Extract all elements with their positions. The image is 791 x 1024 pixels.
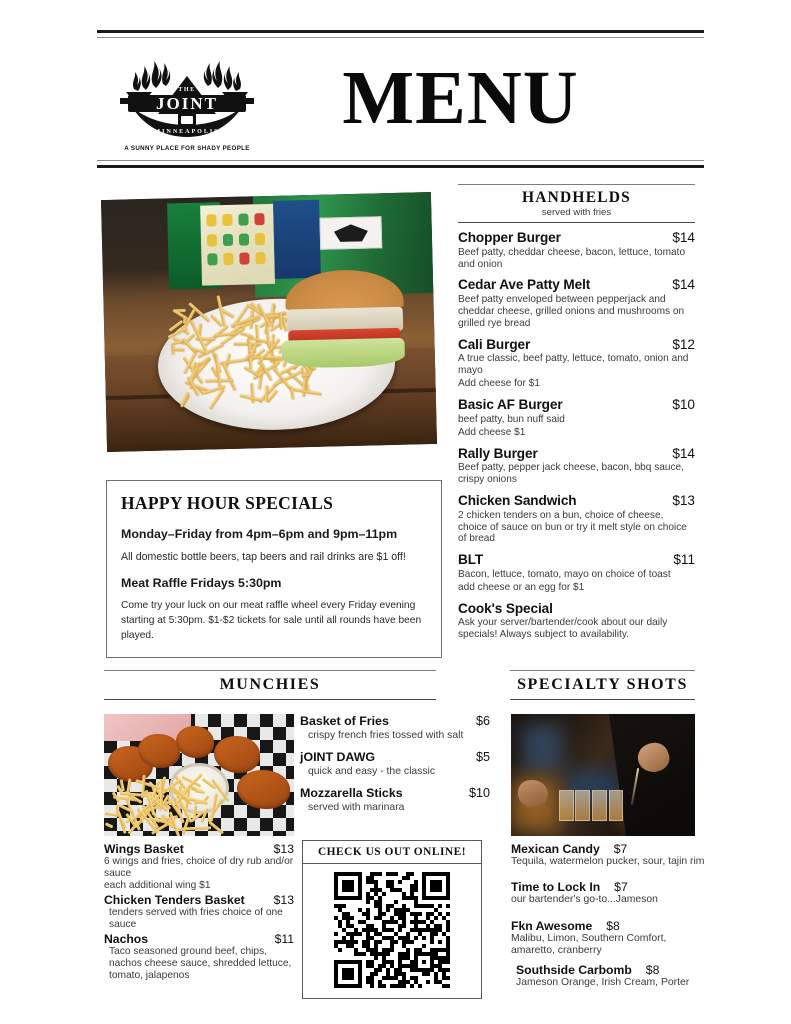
shot-glass [592, 790, 607, 822]
restaurant-logo [97, 45, 277, 152]
menu-item-row [458, 230, 695, 246]
munchies-item-name: Mozzarella Sticks [300, 786, 403, 800]
fry [208, 821, 224, 835]
menu-item-name: BLT [458, 552, 484, 568]
fry [194, 801, 203, 806]
munchies-item-row [300, 714, 490, 728]
burger-photo-burger [284, 268, 405, 377]
menu-item-row [458, 397, 695, 413]
munchies-right-list [300, 714, 490, 822]
menu-item-description: Ask your server/bartender/cook about our daily specials! Always subject to availability. [458, 617, 668, 641]
logo-tagline: A SUNNY PLACE FOR SHADY PEOPLE [124, 144, 250, 152]
menu-item-price: $10 [672, 397, 695, 413]
munchies-item-description: served with marinara [308, 802, 405, 813]
happy-hour-detail: All domestic bottle beers, tap beers and rail drinks are $1 off! [121, 550, 406, 563]
wings-photo [104, 714, 294, 836]
bartender-hand-left [518, 780, 547, 807]
masthead-bottom-rule-thin [97, 160, 704, 161]
joint-logo-icon [112, 45, 262, 143]
munchies-item-name: jOINT DAWG [300, 750, 376, 764]
munchies-item-price: $11 [274, 932, 294, 947]
wing-piece [237, 770, 290, 809]
fry [195, 790, 204, 795]
shot-glass [559, 790, 574, 822]
shot-item-description: Jameson Orange, Irish Cream, Porter [516, 976, 690, 988]
masthead-body [97, 38, 704, 156]
menu-item-price: $14 [672, 230, 695, 245]
shot-item-price: $8 [606, 918, 620, 933]
menu-item-name: Cedar Ave Patty Melt [458, 277, 591, 293]
shot-item-row [511, 919, 706, 933]
shot-item-row [511, 842, 706, 856]
shot-item [511, 880, 706, 906]
menu-item-name: Basic AF Burger [458, 397, 563, 413]
munchies-bottom-list [104, 842, 294, 983]
munchies-bottom-rule [104, 699, 436, 700]
masthead [97, 30, 704, 156]
qr-holder [303, 864, 481, 998]
menu-item-price: $14 [672, 445, 695, 461]
masthead-top-rule-thick [97, 30, 704, 33]
burger-bun-top [284, 268, 404, 311]
munchies-item-name: Chicken Tenders Basket [104, 893, 245, 908]
menu-item-description-extra: Add cheese $1 [458, 426, 526, 438]
menu-item-description: Beef patty, pepper jack cheese, bacon, bbq sauce, crispy onions [458, 462, 684, 486]
handhelds-subheading: served with fries [541, 207, 612, 218]
menu-item [458, 397, 695, 438]
munchies-item-price: $13 [273, 842, 294, 856]
munchies-item-row [104, 932, 294, 946]
shot-item-name: Mexican Candy [511, 842, 600, 856]
qr-title: CHECK US OUT ONLINE! [303, 841, 481, 864]
menu-item [458, 601, 695, 641]
menu-item [458, 337, 695, 390]
munchies-item-name: Nachos [104, 932, 149, 947]
shot-item-price: $7 [613, 842, 628, 856]
menu-item-name: Cali Burger [458, 336, 531, 352]
munchies-item-row [104, 842, 294, 856]
menu-item-name: Rally Burger [458, 445, 538, 461]
munchies-item-row [104, 893, 294, 907]
menu-item-row [458, 552, 695, 568]
munchies-item [300, 750, 490, 777]
menu-item-description-extra: add cheese or an egg for $1 [458, 581, 585, 593]
fry [180, 391, 190, 407]
logo-name-text: JOINT [156, 93, 218, 113]
fry [104, 822, 113, 828]
munchies-item-row [300, 786, 490, 800]
meat-raffle-detail: Come try your luck on our meat raffle wheel every Friday evening starting at 5:30pm. $1-$2 tickets for sale until all rounds have been played. [121, 599, 422, 642]
menu-item-price: $11 [673, 552, 695, 568]
menu-item-name: Chicken Sandwich [458, 493, 577, 508]
qr-code-icon[interactable] [334, 872, 450, 988]
munchies-item [104, 893, 294, 931]
menu-item-price: $12 [672, 336, 695, 352]
munchies-item-price: $5 [475, 750, 490, 764]
shot-item-price: $8 [645, 962, 660, 977]
menu-item-row [458, 337, 695, 353]
menu-item-description-extra: Add cheese for $1 [458, 378, 540, 390]
shots-photo-bokeh [522, 724, 562, 773]
burger-photo-logo-card [319, 216, 382, 250]
munchies-section-header [104, 670, 436, 700]
shot-item-name: Fkn Awesome [511, 918, 593, 933]
fry [241, 331, 254, 338]
burger-photo [101, 192, 437, 452]
munchies-item-description: Taco seasoned ground beef, chips, nachos cheese sauce, shredded lettuce, tomato, jalapenos [109, 946, 292, 982]
handhelds-heading: HANDHELDS [522, 189, 631, 206]
munchies-item-description: 6 wings and fries, choice of dry rub and/or sauce [104, 856, 294, 880]
menu-item-description: Beef patty, cheddar cheese, bacon, lettuce, tomato and onion [458, 246, 686, 270]
munchies-item-description-extra: each additional wing $1 [104, 880, 211, 892]
menu-item-row [458, 601, 695, 617]
shot-item-name: Time to Lock In [511, 880, 601, 895]
munchies-item-description: quick and easy - the classic [308, 766, 436, 777]
shot-item-name: Southside Carbomb [516, 962, 632, 977]
burger-lettuce [281, 338, 405, 369]
munchies-item [300, 714, 490, 741]
fry [160, 779, 163, 806]
meat-raffle-title: Meat Raffle Fridays 5:30pm [121, 575, 282, 590]
shots-bottom-rule [510, 699, 695, 700]
shots-photo [511, 714, 695, 836]
menu-item [458, 552, 695, 593]
logo-city-text: MINNEAPOLIS [154, 128, 220, 135]
burger-photo-screen [200, 203, 275, 285]
fry [126, 778, 131, 793]
munchies-item-name: Wings Basket [104, 842, 184, 856]
fry [177, 826, 211, 830]
shot-item [511, 963, 706, 989]
munchies-item-price: $10 [468, 786, 490, 800]
shot-glass [575, 790, 590, 822]
wing-piece [138, 734, 180, 768]
munchies-item [104, 842, 294, 892]
menu-item [458, 277, 695, 329]
shot-item-row [511, 880, 706, 894]
menu-item [458, 493, 695, 545]
shot-item-description: our bartender's go-to...Jameson [511, 894, 658, 906]
menu-item-row [458, 446, 695, 462]
menu-item-price: $13 [672, 493, 695, 508]
munchies-item-price: $6 [475, 714, 490, 728]
wings-photo-fries [104, 780, 222, 836]
menu-item-description: Beef patty enveloped between pepperjack and cheddar cheese, grilled onions and mushrooms on grilled rye bread [458, 294, 685, 329]
wing-piece [214, 736, 260, 773]
munchies-item-row [300, 750, 490, 764]
shot-item [511, 842, 706, 868]
munchies-item [104, 932, 294, 982]
shot-item-row [516, 963, 706, 977]
page-title: MENU [342, 56, 579, 140]
handhelds-item-list [458, 230, 695, 641]
menu-item-description: 2 chicken tenders on a bun, choice of cheese, choice of sauce on bun or try it melt style on choice of bread [458, 509, 687, 545]
menu-item-description: A true classic, beef patty, lettuce, tomato, onion and mayo [458, 353, 689, 377]
menu-item-name: Chopper Burger [458, 230, 561, 245]
masthead-bottom-rule-thick [97, 165, 704, 168]
menu-item-description: beef patty, bun nuff said [458, 413, 565, 425]
burger-photo-blue-sign [273, 200, 321, 279]
qr-box[interactable] [302, 840, 482, 999]
shot-item-description: Malibu, Limon, Southern Comfort, amaretto, cranberry [511, 932, 667, 957]
munchies-item-name: Basket of Fries [300, 714, 389, 728]
menu-item [458, 230, 695, 270]
shots-section-header [510, 670, 695, 700]
fry [183, 316, 187, 324]
shots-heading: SPECIALTY SHOTS [517, 676, 688, 693]
handhelds-section [458, 184, 695, 641]
shot-item [511, 919, 706, 958]
masthead-bottom-rules [97, 160, 704, 168]
munchies-item-price: $13 [273, 893, 294, 908]
menu-item [458, 446, 695, 486]
munchies-item-description: crispy french fries tossed with salt [308, 730, 464, 741]
happy-hour-title: HAPPY HOUR SPECIALS [121, 493, 334, 513]
menu-item-name: Cook's Special [458, 600, 553, 616]
handhelds-bottom-rule [458, 222, 695, 223]
menu-item-row [458, 493, 695, 509]
happy-hour-hours: Monday–Friday from 4pm–6pm and 9pm–11pm [121, 527, 398, 541]
shots-item-list [511, 842, 706, 994]
menu-item-row [458, 277, 695, 293]
shot-item-price: $7 [614, 880, 628, 895]
munchies-item [300, 786, 490, 813]
menu-item-description: Bacon, lettuce, tomato, mayo on choice of toast [458, 568, 671, 580]
shot-item-description: Tequila, watermelon pucker, sour, tajin rim [511, 856, 705, 867]
logo-the-text: THE [178, 86, 196, 93]
munchies-heading: MUNCHIES [219, 676, 321, 693]
shot-glass [609, 790, 624, 822]
wing-piece [176, 726, 214, 758]
munchies-item-description: tenders served with fries choice of one sauce [109, 907, 283, 931]
happy-hour-box [106, 480, 442, 658]
menu-item-price: $14 [672, 277, 695, 293]
